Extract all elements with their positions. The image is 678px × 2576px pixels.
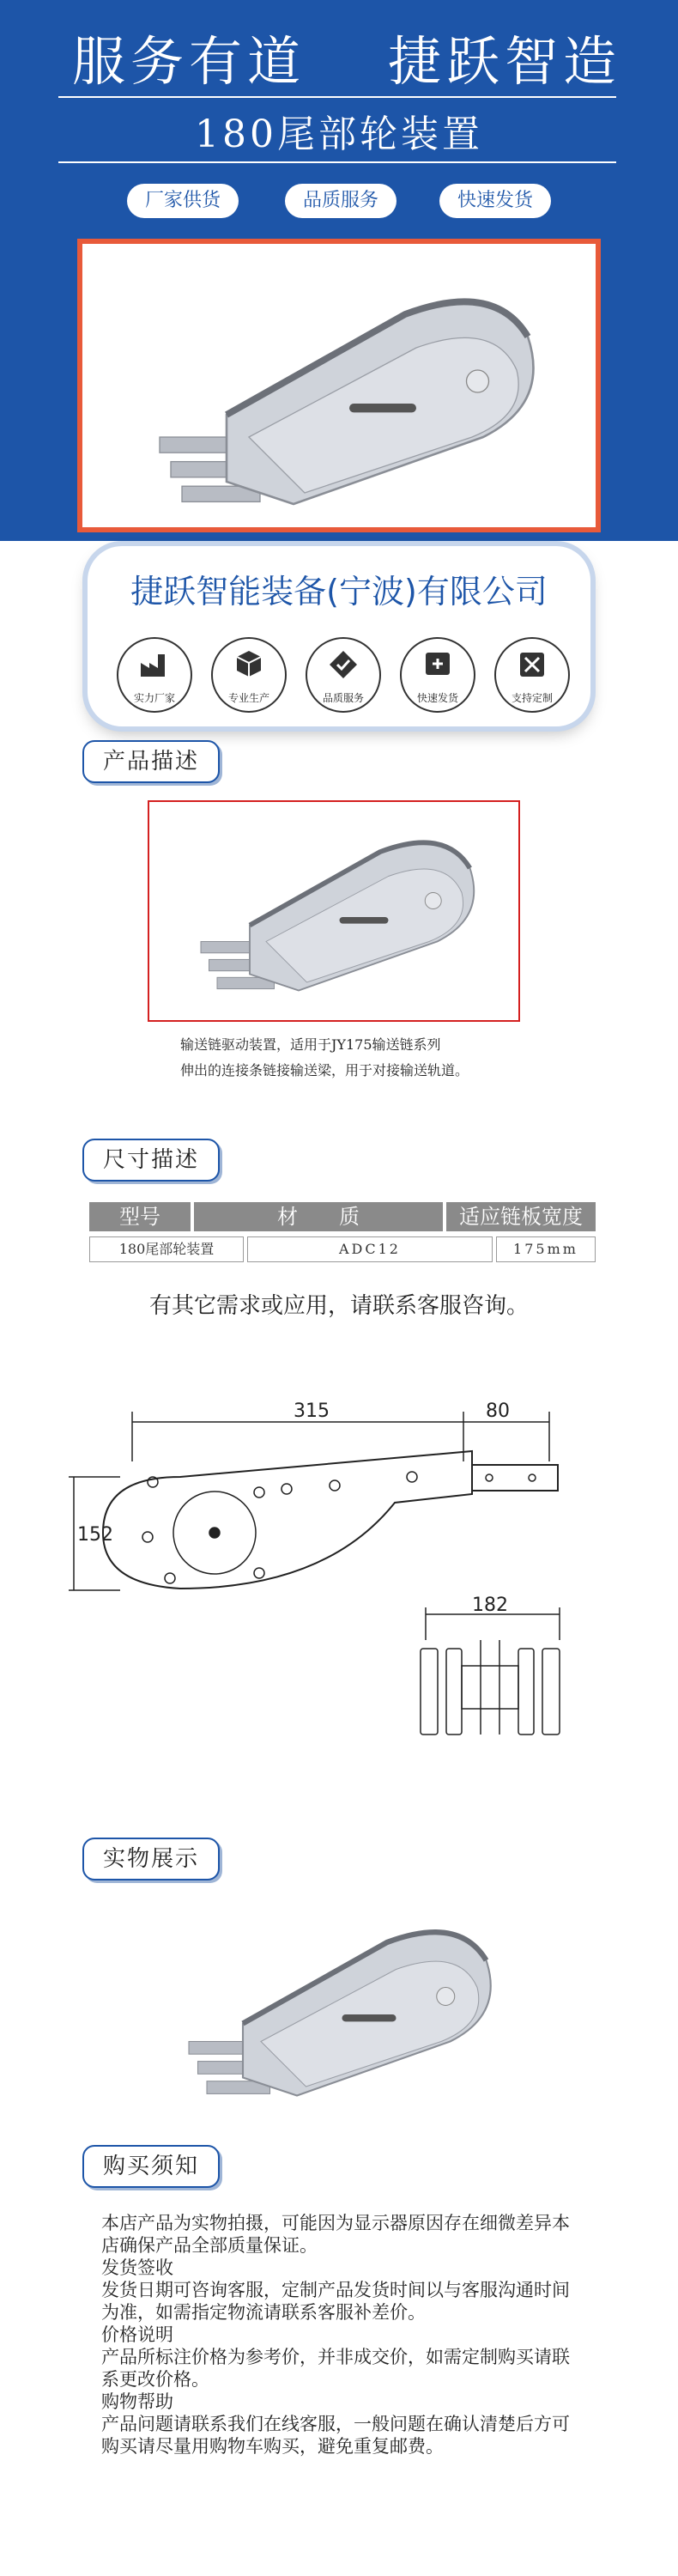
dim-ext-label: 80 bbox=[486, 1400, 510, 1422]
notice-shipping-title: 发货签收 bbox=[101, 2257, 173, 2278]
badge-custom-support bbox=[494, 637, 570, 713]
slogan-right: 捷跃智造 bbox=[388, 30, 622, 93]
pill-fast-delivery: 快速发货 bbox=[439, 184, 551, 218]
notice-price-text: 产品所标注价格为参考价，并非成交价，如需定制购买请联系更改价格。 bbox=[101, 2347, 570, 2390]
slogan-left: 服务有道 bbox=[72, 30, 306, 93]
notice-intro: 本店产品为实物拍摄，可能因为显示器原因存在细微差异本店确保产品全部质量保证。 bbox=[101, 2213, 570, 2256]
product-photo-desc bbox=[149, 802, 518, 1020]
factory-icon bbox=[137, 647, 172, 682]
table-cell-width: 175mm bbox=[496, 1236, 596, 1262]
badge-label: 实力厂家 bbox=[133, 692, 175, 704]
dim-height-label: 152 bbox=[77, 1524, 113, 1546]
divider-bottom bbox=[58, 161, 616, 163]
notice-help-title: 购物帮助 bbox=[101, 2391, 173, 2412]
table-cell-model: 180尾部轮装置 bbox=[89, 1236, 244, 1262]
pill-factory-supply: 厂家供货 bbox=[127, 184, 239, 218]
section-header-buy-notice: 购买须知 bbox=[82, 2145, 220, 2188]
contact-note: 有其它需求或应用，请联系客服咨询。 bbox=[148, 1293, 529, 1319]
table-header-model: 型号 bbox=[89, 1202, 191, 1231]
section-header-real-show: 实物展示 bbox=[82, 1838, 220, 1880]
notice-price-title: 价格说明 bbox=[101, 2324, 173, 2345]
badge-label: 品质服务 bbox=[322, 692, 364, 704]
table-header-material: 材 质 bbox=[194, 1202, 443, 1231]
company-name: 捷跃智能装备(宁波)有限公司 bbox=[130, 573, 548, 611]
badge-label: 快速发货 bbox=[416, 692, 458, 704]
boxes-icon bbox=[232, 647, 266, 682]
product-desc-line-2: 伸出的连接条链接输送梁，用于对接输送轨道。 bbox=[180, 1062, 469, 1078]
custom-tools-icon bbox=[515, 647, 549, 682]
pill-quality-service: 品质服务 bbox=[285, 184, 397, 218]
section-header-product-desc: 产品描述 bbox=[82, 740, 220, 783]
dim-width-label: 182 bbox=[472, 1595, 508, 1616]
delivery-icon bbox=[421, 647, 455, 682]
page-title: 180尾部轮装置 bbox=[195, 112, 483, 156]
notice-help-text: 产品问题请联系我们在线客服，一般问题在确认清楚后方可购买请尽量用购物车购买，避免重复邮费。 bbox=[101, 2414, 570, 2457]
notice-shipping-text: 发货日期可咨询客服，定制产品发货时间以与客服沟通时间为准，如需指定物流请联系客服补差价。 bbox=[101, 2280, 570, 2323]
table-header-width: 适应链板宽度 bbox=[446, 1202, 596, 1231]
table-cell-material: ADC12 bbox=[247, 1236, 493, 1262]
badge-strength-factory bbox=[117, 637, 192, 713]
product-desc-line-1: 输送链驱动装置，适用于JY175输送链系列 bbox=[180, 1036, 441, 1053]
hero-product-frame bbox=[77, 239, 601, 532]
section-header-size-desc: 尺寸描述 bbox=[82, 1139, 220, 1182]
badge-quality-service bbox=[306, 637, 381, 713]
badge-label: 支持定制 bbox=[511, 692, 553, 704]
badge-fast-delivery bbox=[400, 637, 475, 713]
divider-top bbox=[58, 96, 616, 98]
dim-length-label: 315 bbox=[294, 1400, 330, 1422]
product-photo-real bbox=[137, 1889, 549, 2129]
quality-icon bbox=[326, 647, 360, 682]
badge-pro-production bbox=[211, 637, 287, 713]
technical-drawing bbox=[69, 1382, 627, 1743]
company-card bbox=[88, 546, 590, 726]
product-photo-frame bbox=[148, 800, 520, 1022]
badge-label: 专业生产 bbox=[227, 692, 269, 704]
product-photo-hero bbox=[82, 244, 596, 527]
